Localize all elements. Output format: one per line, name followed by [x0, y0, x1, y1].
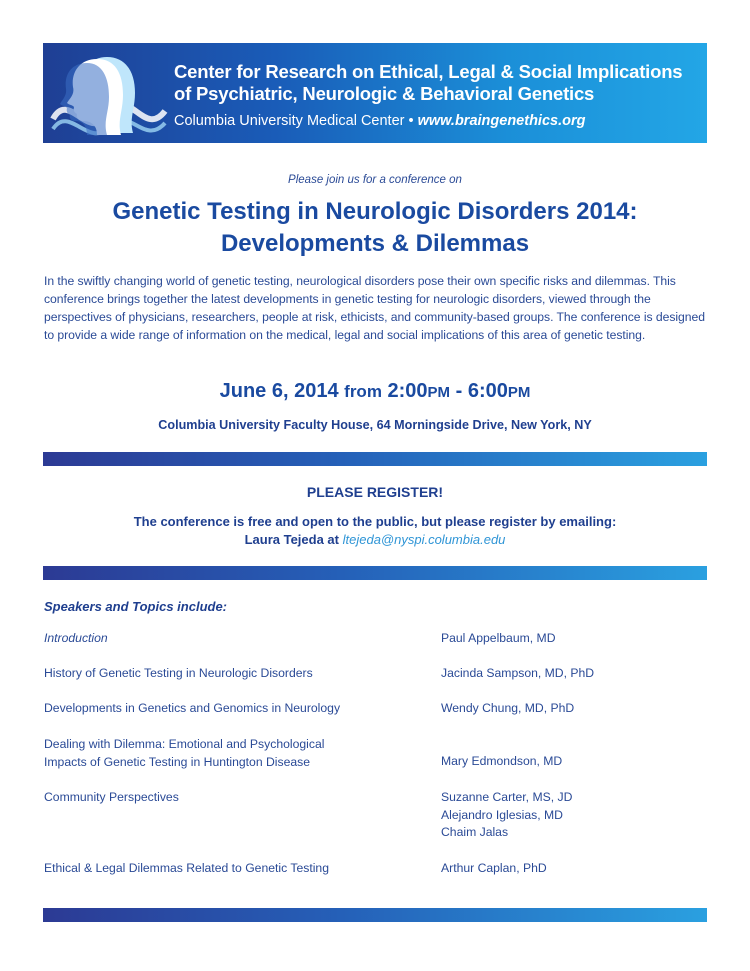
start-time: 2:00 — [387, 380, 428, 402]
topic-history: History of Genetic Testing in Neurologic Disorders — [44, 666, 313, 680]
event-venue: Columbia University Faculty House, 64 Morningside Drive, New York, NY — [158, 418, 592, 432]
speaker-caplan: Arthur Caplan, PhD — [441, 861, 547, 875]
register-contact — [0, 531, 750, 549]
divider-bar-bottom — [43, 908, 707, 922]
time-dash: - — [455, 380, 463, 402]
conference-title — [0, 196, 750, 260]
speaker-sampson: Jacinda Sampson, MD, PhD — [441, 666, 595, 680]
contact-name: Laura Tejeda at — [244, 532, 339, 547]
topic-developments: Developments in Genetics and Genomics in Neurology — [44, 701, 341, 715]
header-banner — [43, 43, 707, 143]
end-ampm: PM — [507, 384, 531, 401]
faces-dna-logo-icon — [49, 49, 169, 139]
contact-email-link[interactable]: ltejeda@nyspi.columbia.edu — [342, 532, 506, 547]
speaker-iglesias: Alejandro Iglesias, MD — [441, 807, 563, 822]
speaker-edmondson: Mary Edmondson, MD — [441, 754, 563, 768]
event-date: June 6, 2014 — [219, 380, 339, 402]
register-heading: PLEASE REGISTER! — [306, 484, 444, 500]
speaker-carter: Suzanne Carter, MS, JD — [441, 790, 573, 804]
from-word: from — [344, 382, 382, 401]
topic-dilemma-line2: Impacts of Genetic Testing in Huntington Disease — [44, 754, 311, 769]
speaker-jalas: Chaim Jalas — [441, 825, 509, 839]
end-time: 6:00 — [467, 380, 508, 402]
speakers-heading: Speakers and Topics include: — [44, 599, 228, 614]
start-ampm: PM — [427, 384, 451, 401]
speaker-appelbaum: Paul Appelbaum, MD — [441, 631, 556, 645]
intro-paragraph: In the swiftly changing world of genetic testing, neurological disorders pose their own specific risks and dilemmas. This conference brings together the latest developments in genetic testing for neurologic disorders, viewed through the perspectives of physicians, researchers, people at risk, ethicists, and community-based groups. The conference is designed to provide a wide range of information on the medical, legal and social implications of this area of genetic testing. — [44, 274, 705, 342]
invite-text: Please join us for a conference on — [288, 174, 462, 186]
topic-community: Community Perspectives — [44, 790, 179, 804]
topic-dilemma — [44, 736, 424, 771]
separator-bullet: • — [404, 113, 418, 129]
title-line1: Genetic Testing in Neurologic Disorders 2014: — [112, 198, 638, 225]
event-date-time — [0, 380, 750, 403]
center-name-line1: Center for Research on Ethical, Legal & Social Implications — [174, 61, 683, 82]
institution-name: Columbia University Medical Center — [174, 113, 405, 129]
speaker-chung: Wendy Chung, MD, PhD — [441, 701, 575, 715]
institution-line — [174, 113, 585, 129]
divider-bar-middle — [43, 566, 707, 580]
divider-bar-top — [43, 452, 707, 466]
title-line2: Developments & Dilemmas — [220, 230, 530, 257]
topic-ethical-legal: Ethical & Legal Dilemmas Related to Genetic Testing — [44, 861, 329, 875]
website-link[interactable]: www.braingenethics.org — [417, 113, 586, 129]
register-text: The conference is free and open to the public, but please register by emailing: — [133, 514, 617, 529]
topic-dilemma-line1: Dealing with Dilemma: Emotional and Psychological — [44, 737, 325, 751]
speaker-group-community — [441, 789, 701, 842]
topic-introduction: Introduction — [44, 631, 108, 645]
center-name-line2: of Psychiatric, Neurologic & Behavioral Genetics — [174, 83, 595, 104]
